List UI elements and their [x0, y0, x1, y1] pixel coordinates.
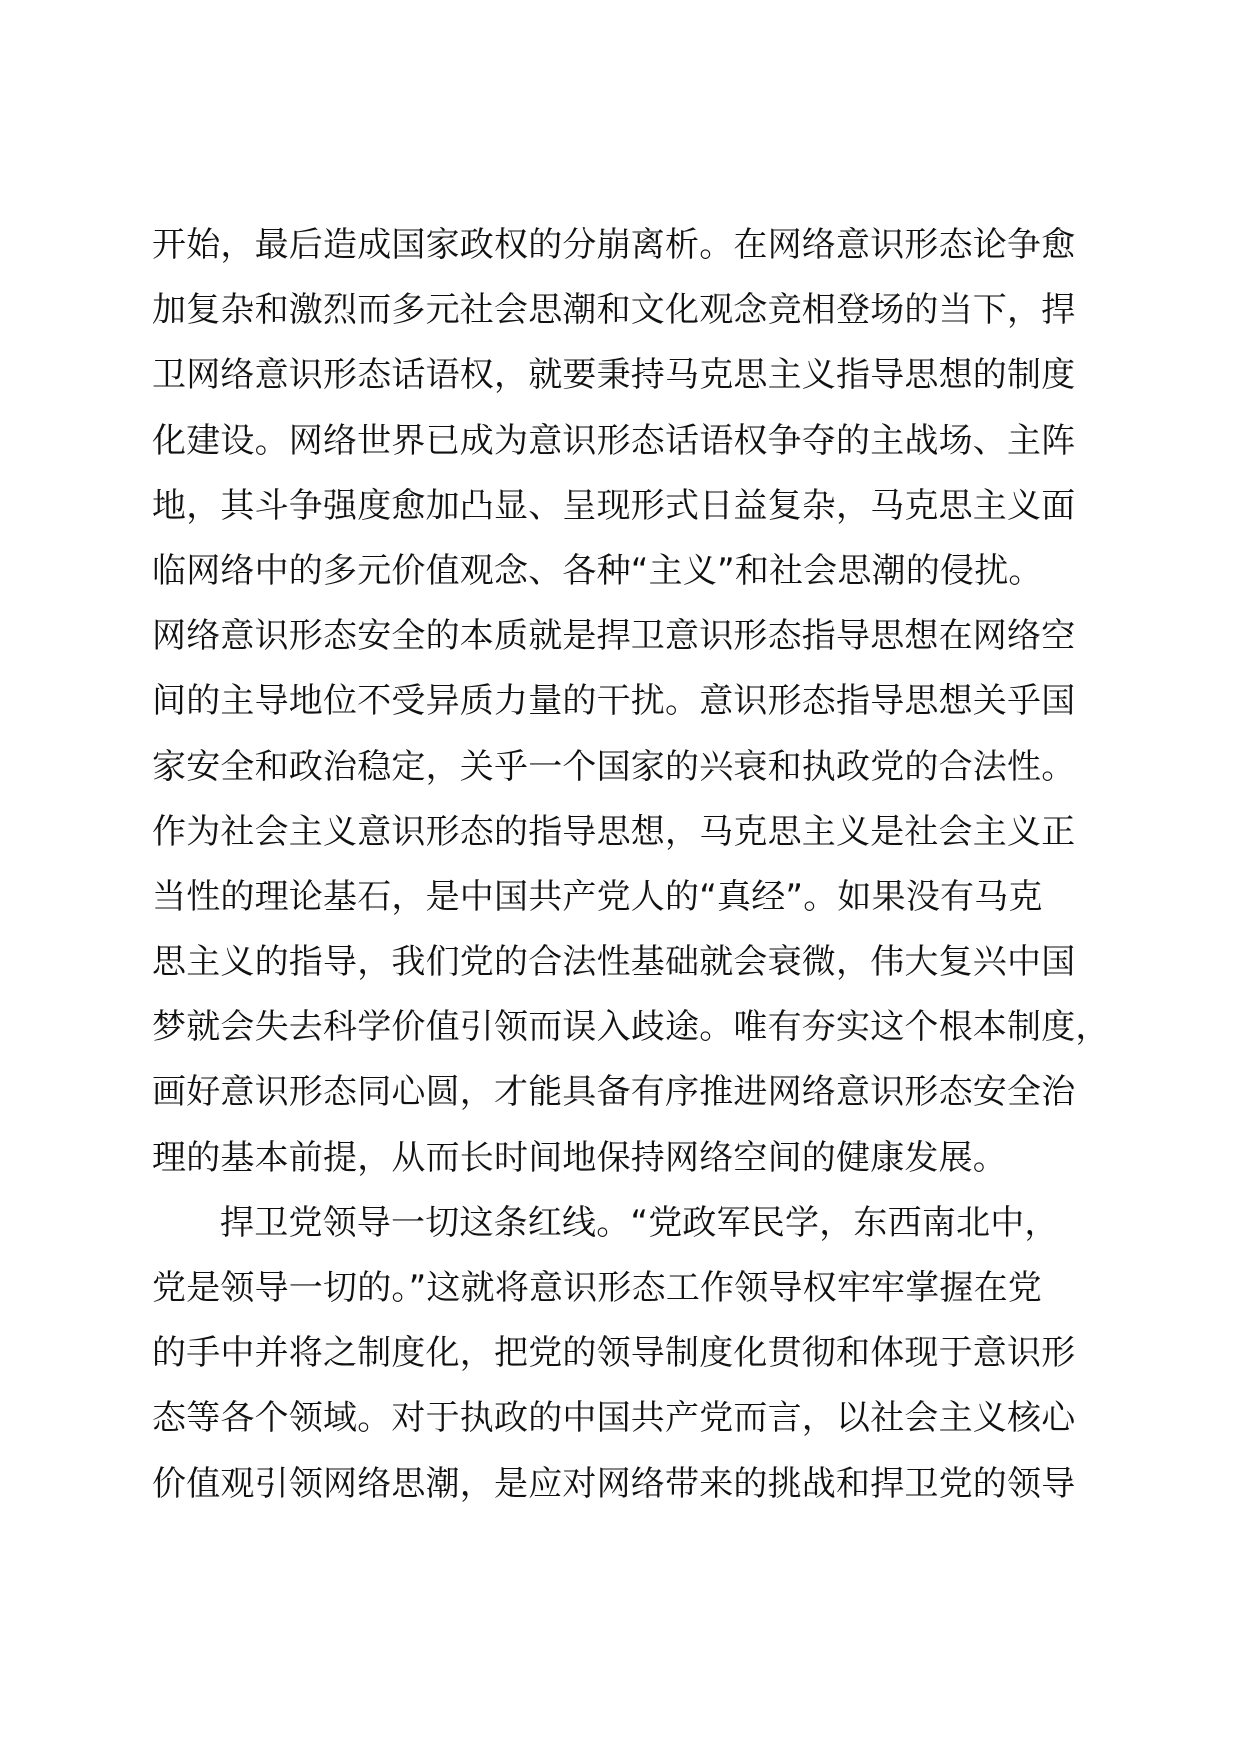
text-line: 思主义的指导，我们党的合法性基础就会衰微，伟大复兴中国 [152, 942, 1076, 983]
text-line: 理的基本前提，从而长时间地保持网络空间的健康发展。 [152, 1137, 1007, 1178]
text-line: 开始，最后造成国家政权的分崩离析。在网络意识形态论争愈 [152, 225, 1076, 265]
text-line: 网络意识形态安全的本质就是捍卫意识形态指导思想在网络空 [152, 616, 1076, 657]
text-line: 间的主导地位不受异质力量的干扰。意识形态指导思想关乎国 [152, 681, 1076, 722]
text-line: 画好意识形态同心圆，才能具备有序推进网络意识形态安全治 [152, 1072, 1076, 1113]
text-line: 当性的理论基石，是中国共产党人的“真经”。如果没有马克 [152, 876, 1043, 917]
text-line: 家安全和政治稳定，关乎一个国家的兴衰和执政党的合法性。 [152, 746, 1076, 787]
text-line: 党是领导一切的。”这就将意识形态工作领导权牢牢掌握在党 [152, 1268, 1043, 1308]
text-line: 价值观引领网络思潮，是应对网络带来的挑战和捍卫党的领导 [152, 1463, 1076, 1504]
text-line: 态等各个领域。对于执政的中国共产党而言，以社会主义核心 [152, 1398, 1076, 1439]
body-text [152, 213, 1110, 1517]
text-line: 梦就会失去科学价值引领而误入歧途。唯有夯实这个根本制度， [152, 1007, 1110, 1048]
text-line: 临网络中的多元价值观念、各种“主义”和社会思潮的侵扰。 [152, 550, 1043, 591]
text-line: 作为社会主义意识形态的指导思想，马克思主义是社会主义正 [152, 811, 1076, 852]
text-line: 加复杂和激烈而多元社会思潮和文化观念竞相登场的当下，捍 [152, 290, 1076, 331]
paragraph-start-line: 捍卫党领导一切这条红线。“党政军民学，东西南北中， [220, 1202, 1059, 1243]
text-line: 的手中并将之制度化，把党的领导制度化贯彻和体现于意识形 [152, 1333, 1076, 1374]
text-line: 化建设。网络世界已成为意识形态话语权争夺的主战场、主阵 [152, 420, 1076, 461]
text-line: 卫网络意识形态话语权，就要秉持马克思主义指导思想的制度 [152, 355, 1076, 396]
text-line: 地，其斗争强度愈加凸显、呈现形式日益复杂，马克思主义面 [152, 485, 1076, 526]
